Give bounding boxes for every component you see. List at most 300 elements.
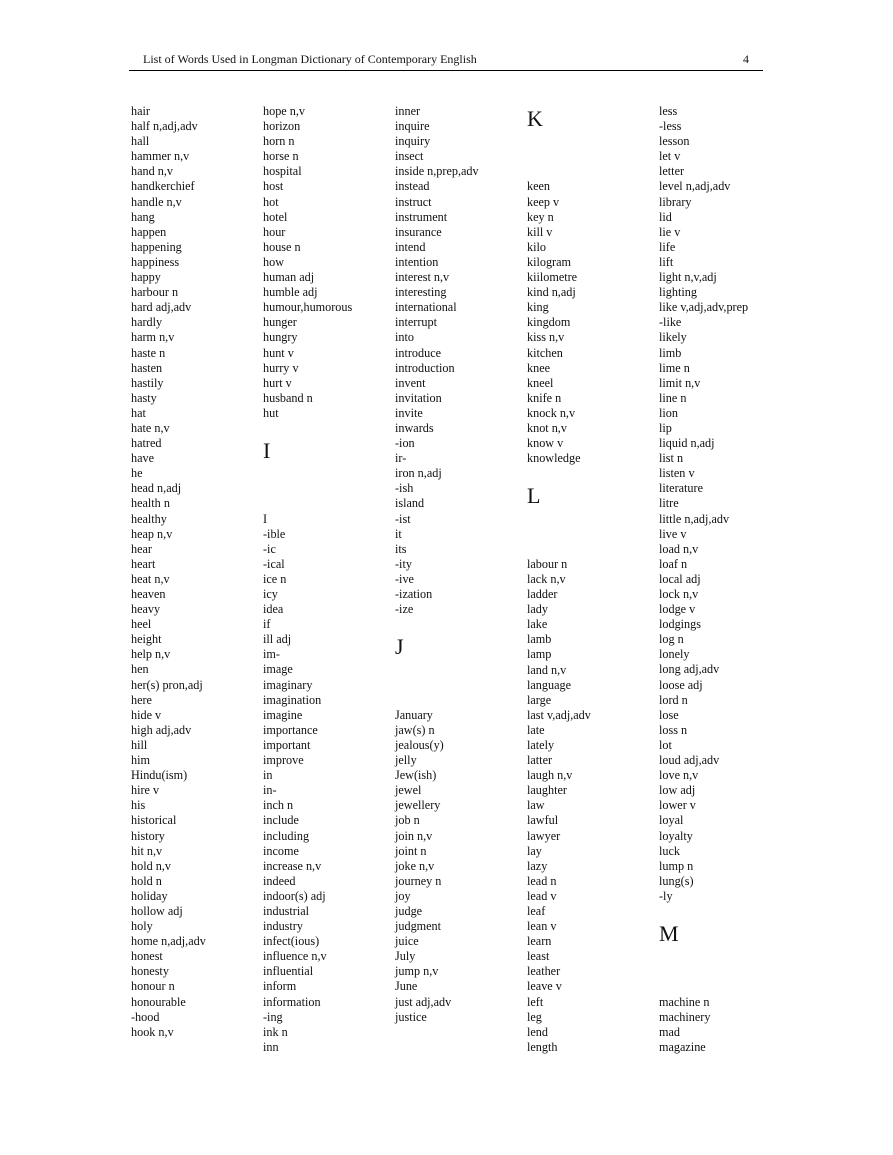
- word-entry: let v: [659, 149, 681, 164]
- word-entry: half n,adj,adv: [131, 119, 198, 134]
- word-entry: happen: [131, 224, 167, 239]
- word-entry: heavy: [131, 602, 161, 617]
- word-entry: literature: [659, 481, 703, 496]
- word-entry: kneel: [527, 375, 554, 390]
- word-entry: indeed: [263, 873, 296, 888]
- word-entry: journey n: [395, 873, 442, 888]
- word-entry: -ion: [395, 436, 415, 451]
- word-entry: ill adj: [263, 632, 292, 647]
- word-entry: king: [527, 300, 549, 315]
- word-entry: inform: [263, 979, 297, 994]
- word-entry: happy: [131, 270, 161, 285]
- word-entry: image: [263, 662, 293, 677]
- word-entry: machinery: [659, 1009, 711, 1024]
- word-entry: here: [131, 692, 152, 707]
- word-entry: hope n,v: [263, 104, 305, 118]
- word-entry: length: [527, 1039, 558, 1054]
- word-entry: know v: [527, 436, 564, 451]
- word-entry: harbour n: [131, 285, 179, 300]
- word-entry: laughter: [527, 783, 567, 798]
- word-entry: horizon: [263, 119, 301, 134]
- word-entry: litre: [659, 496, 679, 511]
- word-entry: log n: [659, 632, 684, 647]
- word-entry: lake: [527, 617, 548, 632]
- word-entry: lid: [659, 209, 672, 224]
- word-entry: inn: [263, 1039, 279, 1054]
- word-entry: happening: [131, 239, 182, 254]
- word-entry: mad: [659, 1024, 680, 1039]
- word-entry: joint n: [395, 843, 427, 858]
- section-letter-heading: I: [263, 438, 271, 464]
- section-letter-heading: M: [659, 921, 679, 947]
- word-column-4: [527, 104, 657, 1055]
- word-entry: -ive: [395, 571, 414, 586]
- word-entry: ir-: [395, 451, 407, 466]
- word-entry: kingdom: [527, 315, 571, 330]
- word-entry: leaf: [527, 904, 546, 918]
- word-entry: lend: [527, 1024, 548, 1039]
- word-entry: loyal: [659, 813, 684, 828]
- word-entry: -ic: [263, 541, 276, 556]
- word-entry: loud adj,adv: [659, 753, 720, 768]
- spacer: [527, 542, 657, 557]
- word-entry: heel: [131, 617, 152, 632]
- word-entry: inner: [395, 104, 421, 118]
- word-column-2: [263, 104, 393, 1055]
- word-entry: harm n,v: [131, 330, 175, 345]
- word-entry: joy: [395, 888, 411, 903]
- word-entry: hear: [131, 541, 152, 556]
- word-entry: job n: [395, 813, 420, 828]
- word-entry: ink n: [263, 1024, 288, 1039]
- word-entry: hire v: [131, 783, 160, 798]
- word-entry: knife n: [527, 390, 562, 405]
- word-entry: information: [263, 994, 321, 1009]
- word-entry: -ish: [395, 481, 414, 496]
- word-entry: long adj,adv: [659, 662, 720, 677]
- word-entry: hold n,v: [131, 858, 171, 873]
- word-entry: lodge v: [659, 602, 696, 617]
- word-entry: knowledge: [527, 451, 581, 466]
- word-entry: -hood: [131, 1009, 160, 1024]
- word-entry: live v: [659, 526, 687, 541]
- word-entry: invitation: [395, 390, 442, 405]
- word-entry: lose: [659, 707, 679, 722]
- word-entry: keen: [527, 179, 551, 194]
- word-entry: kiss n,v: [527, 330, 565, 345]
- word-column-3: [395, 104, 525, 1025]
- word-entry: house n: [263, 239, 301, 254]
- word-entry: he: [131, 466, 143, 481]
- word-entry: lawyer: [527, 828, 561, 843]
- word-entry: list n: [659, 451, 684, 466]
- spacer: [395, 617, 525, 632]
- word-entry: liquid n,adj: [659, 436, 715, 451]
- word-entry: language: [527, 677, 571, 692]
- word-entry: laugh n,v: [527, 768, 573, 783]
- word-entry: hospital: [263, 164, 302, 179]
- word-entry: in-: [263, 783, 277, 798]
- word-entry: hatred: [131, 436, 162, 451]
- word-entry: magazine: [659, 1039, 706, 1054]
- spacer: [659, 979, 789, 994]
- spacer: [527, 164, 657, 179]
- section-letter-heading: L: [527, 483, 541, 509]
- word-entry: jewellery: [395, 798, 441, 813]
- word-entry: hungry: [263, 330, 298, 345]
- word-entry: hasty: [131, 390, 157, 405]
- word-entry: into: [395, 330, 414, 345]
- word-entry: introduction: [395, 360, 455, 375]
- word-entry: large: [527, 692, 552, 707]
- word-entry: inwards: [395, 420, 434, 435]
- word-entry: lie v: [659, 224, 681, 239]
- word-column-5: [659, 104, 789, 1055]
- word-entry: last v,adj,adv: [527, 707, 591, 722]
- word-entry: knock n,v: [527, 405, 576, 420]
- word-entry: lean v: [527, 919, 557, 934]
- word-entry: line n: [659, 390, 687, 405]
- word-entry: introduce: [395, 345, 442, 360]
- word-entry: income: [263, 843, 299, 858]
- word-entry: loaf n: [659, 556, 688, 571]
- word-entry: intend: [395, 239, 426, 254]
- word-entry: kiilometre: [527, 270, 578, 285]
- word-column-1: [131, 104, 261, 1040]
- word-entry: -ical: [263, 556, 285, 571]
- word-entry: industrial: [263, 903, 310, 918]
- word-entry: hut: [263, 405, 279, 420]
- word-entry: heap n,v: [131, 526, 173, 541]
- word-entry: lesson: [659, 134, 690, 149]
- word-entry: key n: [527, 209, 554, 224]
- word-entry: hook n,v: [131, 1024, 174, 1039]
- word-entry: hate n,v: [131, 420, 170, 435]
- word-entry: Jew(ish): [395, 768, 437, 783]
- word-entry: haste n: [131, 345, 166, 360]
- word-entry: hardly: [131, 315, 163, 330]
- word-entry: listen v: [659, 466, 695, 481]
- word-entry: hide v: [131, 707, 162, 722]
- word-entry: juice: [395, 934, 419, 949]
- document-title: List of Words Used in Longman Dictionary of Contemporary English: [143, 52, 477, 66]
- page-number: 4: [743, 52, 749, 66]
- word-entry: hunt v: [263, 345, 294, 360]
- spacer: [395, 693, 525, 708]
- word-entry: hand n,v: [131, 164, 173, 179]
- word-entry: lighting: [659, 285, 697, 300]
- word-entry: influence n,v: [263, 949, 327, 964]
- word-entry: hurry v: [263, 360, 299, 375]
- word-entry: intention: [395, 254, 439, 269]
- word-entry: humour,humorous: [263, 300, 353, 315]
- word-entry: hill: [131, 737, 148, 752]
- word-entry: luck: [659, 843, 680, 858]
- word-entry: high adj,adv: [131, 722, 192, 737]
- word-entry: knot n,v: [527, 420, 567, 435]
- word-entry: lately: [527, 737, 555, 752]
- word-entry: husband n: [263, 390, 313, 405]
- word-entry: lip: [659, 420, 672, 435]
- word-entry: her(s) pron,adj: [131, 677, 203, 692]
- word-entry: inquiry: [395, 134, 431, 149]
- word-entry: influential: [263, 964, 314, 979]
- word-entry: late: [527, 722, 545, 737]
- word-entry: -ing: [263, 1009, 283, 1024]
- word-entry: insect: [395, 149, 424, 164]
- word-entry: hour: [263, 224, 286, 239]
- word-entry: learn: [527, 934, 552, 949]
- word-entry: hat: [131, 405, 146, 420]
- word-entry: im-: [263, 647, 280, 662]
- spacer: [263, 496, 393, 511]
- word-entry: hot: [263, 194, 279, 209]
- spacer: [263, 421, 393, 436]
- word-entry: hang: [131, 209, 155, 224]
- word-entry: level n,adj,adv: [659, 179, 731, 194]
- word-entry: loss n: [659, 722, 688, 737]
- word-entry: leg: [527, 1009, 542, 1024]
- word-entry: Hindu(ism): [131, 768, 188, 783]
- word-entry: include: [263, 813, 299, 828]
- word-entry: including: [263, 828, 310, 843]
- word-entry: -ly: [659, 888, 673, 903]
- word-entry: lock n,v: [659, 587, 699, 601]
- word-entry: holy: [131, 919, 153, 934]
- word-entry: hastily: [131, 375, 164, 390]
- word-entry: infect(ious): [263, 934, 320, 949]
- word-entry: him: [131, 753, 150, 768]
- word-entry: loyalty: [659, 828, 693, 843]
- word-entry: imagine: [263, 707, 303, 722]
- word-entry: hen: [131, 662, 149, 677]
- word-entry: instead: [395, 179, 430, 194]
- word-entry: improve: [263, 753, 304, 768]
- word-entry: in: [263, 768, 273, 783]
- word-entry: low adj: [659, 783, 696, 798]
- word-entry: lead v: [527, 888, 557, 903]
- word-entry: imagination: [263, 692, 322, 707]
- word-entry: like v,adj,adv,prep: [659, 300, 749, 315]
- word-entry: little n,adj,adv: [659, 511, 730, 526]
- word-entry: knee: [527, 360, 551, 375]
- word-entry: happiness: [131, 254, 180, 269]
- word-entry: lamb: [527, 632, 552, 647]
- word-entry: lack n,v: [527, 571, 566, 586]
- word-entry: keep v: [527, 194, 560, 209]
- word-entry: kilo: [527, 239, 546, 254]
- word-entry: lonely: [659, 647, 690, 662]
- word-entry: hunger: [263, 315, 297, 330]
- word-entry: lawful: [527, 813, 559, 828]
- word-entry: join n,v: [395, 828, 433, 843]
- word-entry: icy: [263, 587, 278, 602]
- word-entry: heaven: [131, 587, 166, 601]
- word-entry: hammer n,v: [131, 149, 190, 164]
- word-entry: lime n: [659, 360, 690, 375]
- word-entry: January: [395, 707, 433, 722]
- word-entry: jewel: [395, 783, 422, 798]
- word-entry: inside n,prep,adv: [395, 164, 479, 179]
- word-entry: limb: [659, 345, 682, 360]
- word-entry: kill v: [527, 224, 553, 239]
- word-entry: justice: [395, 1009, 427, 1024]
- word-entry: -like: [659, 315, 682, 330]
- word-entry: important: [263, 737, 311, 752]
- word-entry: less: [659, 104, 678, 118]
- word-entry: hair: [131, 104, 150, 118]
- spacer: [527, 466, 657, 481]
- word-entry: invite: [395, 405, 423, 420]
- word-entry: height: [131, 632, 162, 647]
- word-entry: honourable: [131, 994, 186, 1009]
- word-entry: hurt v: [263, 375, 292, 390]
- word-entry: inquire: [395, 119, 430, 134]
- word-entry: host: [263, 179, 284, 194]
- word-entry: judge: [395, 903, 423, 918]
- word-entry: load n,v: [659, 541, 699, 556]
- word-entry: have: [131, 451, 155, 466]
- word-entry: lodgings: [659, 617, 701, 632]
- word-entry: -ist: [395, 511, 411, 526]
- word-entry: lift: [659, 254, 674, 269]
- word-entry: idea: [263, 602, 284, 617]
- word-entry: -ity: [395, 556, 412, 571]
- word-entry: left: [527, 994, 544, 1009]
- word-entry: lot: [659, 737, 672, 752]
- word-entry: judgment: [395, 919, 442, 934]
- word-entry: history: [131, 828, 165, 843]
- word-entry: July: [395, 949, 416, 964]
- word-entry: how: [263, 254, 284, 269]
- word-entry: indoor(s) adj: [263, 888, 326, 903]
- word-entry: interrupt: [395, 315, 437, 330]
- word-entry: lung(s): [659, 873, 694, 888]
- word-entry: -ible: [263, 526, 286, 541]
- word-entry: -ize: [395, 602, 414, 617]
- word-entry: least: [527, 949, 550, 964]
- word-entry: life: [659, 239, 676, 254]
- word-entry: industry: [263, 919, 303, 934]
- section-letter-heading: J: [395, 634, 404, 660]
- word-entry: healthy: [131, 511, 167, 526]
- word-entry: jaw(s) n: [395, 722, 435, 737]
- word-entry: lord n: [659, 692, 688, 707]
- word-entry: importance: [263, 722, 318, 737]
- word-entry: lower v: [659, 798, 696, 813]
- word-entry: kind n,adj: [527, 285, 576, 300]
- word-entry: horse n: [263, 149, 299, 164]
- word-entry: it: [395, 526, 402, 541]
- word-entry: lazy: [527, 858, 548, 873]
- word-entry: holiday: [131, 888, 168, 903]
- word-entry: library: [659, 194, 692, 209]
- word-entry: hollow adj: [131, 903, 183, 918]
- section-letter-heading: K: [527, 106, 543, 131]
- word-entry: likely: [659, 330, 687, 345]
- word-entry: handle n,v: [131, 194, 182, 209]
- word-entry: increase n,v: [263, 858, 322, 873]
- word-entry: I: [263, 511, 268, 526]
- word-entry: humble adj: [263, 285, 318, 300]
- word-entry: law: [527, 798, 545, 813]
- word-entry: island: [395, 496, 425, 511]
- word-entry: -less: [659, 119, 682, 134]
- word-entry: ladder: [527, 587, 558, 602]
- word-entry: hold n: [131, 873, 162, 888]
- word-entry: its: [395, 541, 407, 556]
- word-entry: imaginary: [263, 677, 313, 692]
- word-entry: historical: [131, 813, 177, 828]
- word-entry: international: [395, 300, 457, 315]
- word-entry: -ization: [395, 587, 433, 601]
- word-entry: hit n,v: [131, 843, 163, 858]
- word-entry: latter: [527, 753, 553, 768]
- word-entry: heart: [131, 556, 156, 571]
- word-entry: lead n: [527, 873, 557, 888]
- word-entry: inch n: [263, 798, 294, 813]
- word-entry: local adj: [659, 571, 701, 586]
- word-entry: heat n,v: [131, 571, 170, 586]
- word-entry: limit n,v: [659, 375, 701, 390]
- word-entry: June: [395, 979, 418, 994]
- word-entry: interesting: [395, 285, 447, 300]
- word-entry: leather: [527, 964, 561, 979]
- word-entry: human adj: [263, 270, 315, 285]
- word-entry: lion: [659, 405, 678, 420]
- word-entry: just adj,adv: [395, 994, 452, 1009]
- word-entry: instrument: [395, 209, 448, 224]
- word-entry: lamp: [527, 647, 552, 662]
- word-entry: love n,v: [659, 768, 699, 783]
- word-entry: invent: [395, 375, 426, 390]
- word-entry: honesty: [131, 964, 169, 979]
- word-entry: leave v: [527, 979, 562, 994]
- page-header: [129, 52, 763, 71]
- word-entry: hall: [131, 134, 150, 149]
- word-entry: if: [263, 617, 271, 632]
- word-entry: head n,adj: [131, 481, 182, 496]
- word-entry: loose adj: [659, 677, 703, 692]
- word-entry: horn n: [263, 134, 295, 149]
- spacer: [659, 904, 789, 919]
- word-entry: jealous(y): [395, 737, 444, 752]
- word-entry: labour n: [527, 556, 568, 571]
- word-entry: honour n: [131, 979, 175, 994]
- word-entry: health n: [131, 496, 170, 511]
- word-entry: jelly: [395, 753, 417, 768]
- word-entry: letter: [659, 164, 685, 179]
- word-entry: instruct: [395, 194, 432, 209]
- word-entry: help n,v: [131, 647, 171, 662]
- word-entry: interest n,v: [395, 270, 450, 285]
- word-entry: lay: [527, 843, 542, 858]
- word-entry: his: [131, 798, 146, 813]
- word-entry: jump n,v: [395, 964, 439, 979]
- word-entry: kilogram: [527, 254, 572, 269]
- word-entry: joke n,v: [395, 858, 435, 873]
- word-entry: hasten: [131, 360, 163, 375]
- word-entry: lady: [527, 602, 548, 617]
- word-entry: kitchen: [527, 345, 563, 360]
- word-entry: iron n,adj: [395, 466, 442, 481]
- word-entry: machine n: [659, 994, 710, 1009]
- word-entry: handkerchief: [131, 179, 195, 194]
- word-entry: honest: [131, 949, 163, 964]
- word-entry: lump n: [659, 858, 694, 873]
- word-entry: insurance: [395, 224, 442, 239]
- word-entry: ice n: [263, 571, 287, 586]
